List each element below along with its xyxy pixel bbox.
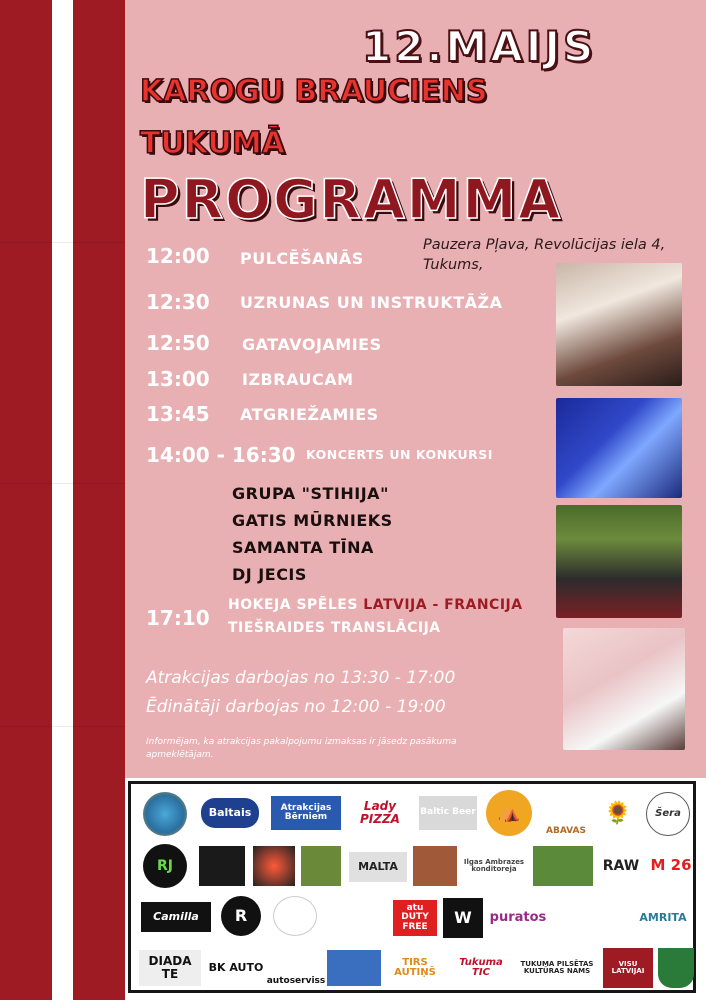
sponsor-logo-atu: atu DUTY FREE (393, 900, 437, 936)
sponsor-logo-raw: RAW (602, 857, 640, 874)
performer-name: SAMANTA TĪNA (232, 538, 374, 557)
sponsor-logo-green2 (533, 846, 593, 886)
sponsor-logo-atrakcijas: Atrakcijas Bērniem (271, 796, 341, 830)
schedule-event: KONCERTS UN KONKURSI (306, 447, 493, 462)
event-title-line1: KAROGU BRAUCIENS (140, 74, 488, 109)
sponsor-logo-visu-latvijai: VISU LATVIJAI (603, 948, 653, 988)
sponsor-logo-sunflower-icon: 🌻 (604, 801, 632, 827)
schedule-time: 13:45 (146, 402, 210, 426)
sponsor-logo-puratos: puratos (489, 910, 547, 926)
hockey-line2: TIEŠRAIDES TRANSLĀCIJA (228, 620, 441, 636)
sponsor-logo-amrita: AMRITA (639, 911, 687, 925)
sponsor-logo-blue-text (327, 902, 383, 932)
sponsor-logo-sera: Šera (646, 792, 690, 836)
hockey-line1-prefix: HOKEJA SPĒLES (228, 597, 364, 613)
attractions-hours: Atrakcijas darbojas no 13:30 - 17:00 (146, 668, 456, 688)
performer-photo-samanta (556, 263, 682, 386)
sponsor-logo-dark (199, 846, 245, 886)
flag-stripe-white (52, 0, 73, 1000)
sponsor-logo-tirs-autins: TIRS AUTIŅŠ (394, 956, 436, 978)
sponsor-logo-tent-icon: ⛺ (486, 790, 532, 836)
info-note: Informējam, ka atrakcijas pakalpojumu izmaksas ir jāsedz pasākuma apmeklētājam. (146, 737, 457, 760)
event-title-line2: TUKUMĀ (140, 126, 285, 161)
event-date: 12.MAIJS (362, 22, 597, 71)
sponsor-logo-diada: DIADA TE (139, 950, 201, 986)
sponsor-logo-rj: RJ (143, 844, 187, 888)
hockey-line1 (228, 597, 523, 613)
schedule-time: 12:50 (146, 331, 210, 355)
sponsor-logo-lady-pizza: Lady PIZZA (360, 799, 400, 826)
performer-photo-stihija (556, 505, 682, 618)
stripe-divider (0, 242, 125, 243)
sponsor-logo-gift (253, 846, 295, 886)
sponsor-logo-round (273, 896, 317, 936)
schedule-time: 14:00 - 16:30 (146, 443, 296, 467)
location-text: Pauzera Pļava, Revolūcijas iela 4, Tukums, (423, 237, 666, 273)
sponsor-logo-r: R (221, 896, 261, 936)
schedule-time: 12:30 (146, 290, 210, 314)
hockey-time: 17:10 (146, 606, 210, 630)
sponsor-logo-coat-of-arms-icon (658, 948, 694, 988)
schedule-event: UZRUNAS UN INSTRUKTĀŽA (240, 293, 503, 312)
sponsor-logo-bk-auto: BK AUTO (208, 961, 264, 975)
schedule-event: GATAVOJAMIES (242, 335, 382, 354)
sponsor-logo-autoserviss: autoserviss (266, 975, 326, 986)
performer-name: GRUPA "STIHIJA" (232, 484, 389, 503)
performer-photo-dj (563, 628, 685, 750)
sponsor-logo-baltais: Baltais (201, 798, 259, 828)
schedule-time: 13:00 (146, 367, 210, 391)
flag-stripe-left (0, 0, 52, 1000)
flag-stripe-right (73, 0, 125, 1000)
sponsor-logo-tukuma-tic: Tukuma TIC (459, 956, 503, 978)
stripe-divider (0, 726, 125, 727)
sponsors-panel (125, 778, 706, 1000)
sponsor-logo-kulturas-nams: TUKUMA PILSĒTAS KULTŪRAS NAMS (520, 959, 594, 975)
sponsor-logo-waves (143, 792, 187, 836)
schedule-event: IZBRAUCAM (242, 370, 354, 389)
sponsor-logo-rolls (553, 902, 629, 932)
sponsor-logo-ilgas: Ilgas Ambrazes konditoreja (463, 857, 525, 873)
schedule-event: ATGRIEŽAMIES (240, 405, 379, 424)
sponsor-logo-m26: M 26 (650, 856, 692, 875)
performer-name: GATIS MŪRNIEKS (232, 511, 393, 530)
sponsor-logo-w: W (443, 898, 483, 938)
caterers-hours: Ēdinātāji darbojas no 12:00 - 19:00 (146, 697, 446, 717)
programma-heading: PROGRAMMA (140, 168, 563, 231)
schedule-event: PULCĒŠANĀS (240, 249, 364, 268)
sponsor-logo-abavas: ABAVAS (546, 825, 586, 836)
hockey-match: LATVIJA - FRANCIJA (363, 597, 523, 613)
stripe-divider (0, 483, 125, 484)
sponsors-frame (128, 781, 696, 993)
sponsor-logo-green (301, 846, 341, 886)
sponsor-logo-malta: MALTA (349, 852, 407, 882)
sponsor-logo-camilla: Camilla (141, 902, 211, 932)
sponsor-logo-brown (413, 846, 457, 886)
sponsor-logo-rs (327, 950, 381, 986)
performer-photo-gatis (556, 398, 682, 498)
performer-name: DJ JECIS (232, 565, 307, 584)
schedule-time: 12:00 (146, 244, 210, 268)
sponsor-logo-baltic-beer: Baltic Beer (419, 796, 477, 830)
